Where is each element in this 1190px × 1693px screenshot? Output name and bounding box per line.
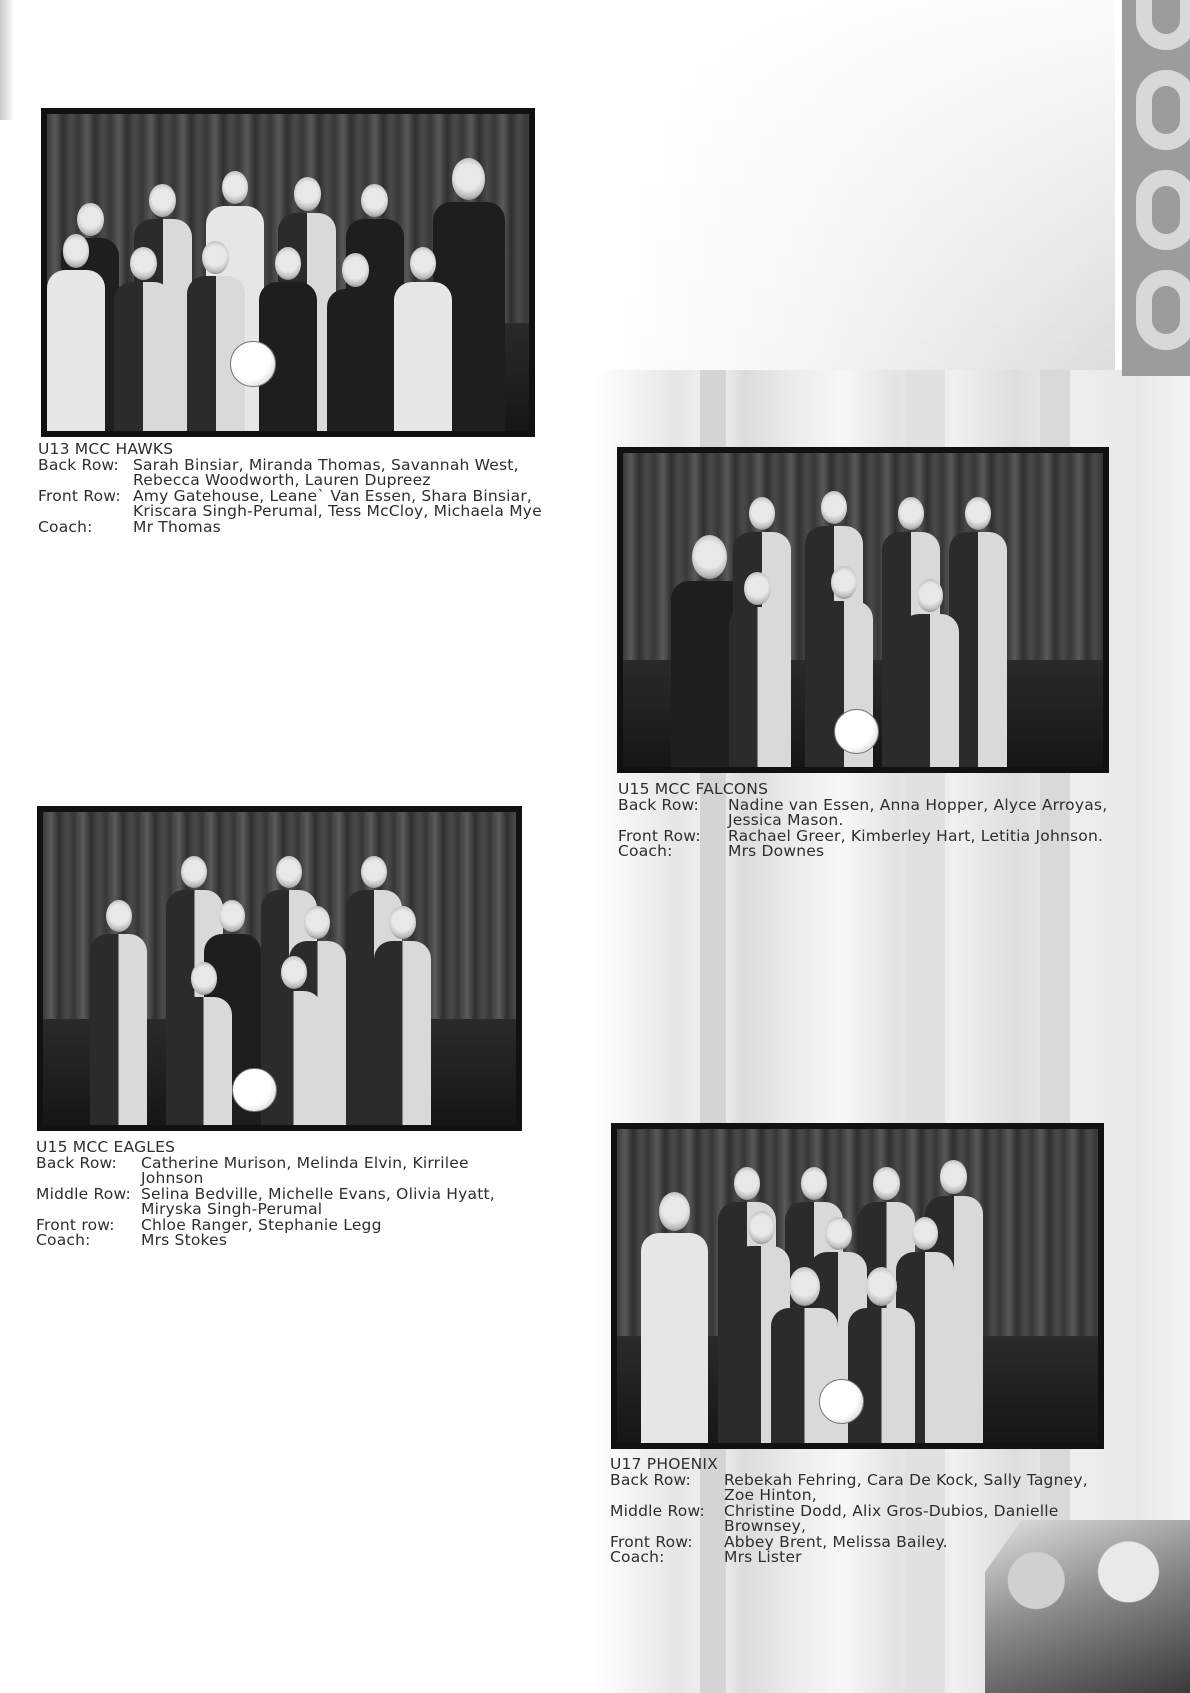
roster-table xyxy=(38,455,542,536)
team-name: U15 MCC EAGLES xyxy=(36,1138,176,1156)
team-photo-falcons xyxy=(617,447,1109,773)
row-label: Front row: xyxy=(36,1215,115,1234)
roster-table xyxy=(36,1153,495,1249)
row-label: Front Row: xyxy=(38,486,121,505)
row-label: Back Row: xyxy=(36,1153,117,1172)
year-graphic-strip xyxy=(1122,0,1190,376)
row-names: Chloe Ranger, Stephanie Legg xyxy=(141,1215,382,1234)
row-label: Coach: xyxy=(38,517,93,536)
caption-hawks xyxy=(38,442,542,535)
row-names: Mrs Stokes xyxy=(141,1231,228,1249)
row-label: Front Row: xyxy=(618,826,701,845)
row-label: Coach: xyxy=(610,1548,665,1566)
row-names: Rebekah Fehring, Cara De Kock, Sally Tagney, Zoe Hinton, xyxy=(724,1470,1088,1504)
row-names: Rachael Greer, Kimberley Hart, Letitia Johnson. xyxy=(728,826,1104,845)
row-names: Abbey Brent, Melissa Bailey. xyxy=(724,1532,948,1551)
row-label: Middle Row: xyxy=(610,1501,705,1520)
roster-table xyxy=(610,1470,1088,1566)
team-name: U15 MCC FALCONS xyxy=(618,780,769,798)
row-label: Back Row: xyxy=(610,1470,691,1489)
row-names: Selina Bedville, Michelle Evans, Olivia Hyatt, Miryska Singh-Perumal xyxy=(141,1184,495,1218)
caption-falcons xyxy=(618,782,1107,860)
team-photo-phoenix xyxy=(611,1123,1104,1449)
row-names: Christine Dodd, Alix Gros-Dubios, Danielle Brownsey, xyxy=(724,1501,1059,1535)
left-edge-shading xyxy=(0,0,14,120)
team-photo-eagles xyxy=(37,806,522,1131)
row-label: Middle Row: xyxy=(36,1184,131,1203)
roster-table xyxy=(618,795,1108,860)
row-names: Sarah Binsiar, Miranda Thomas, Savannah West, Rebecca Woodworth, Lauren Dupreez xyxy=(133,455,519,489)
caption-phoenix xyxy=(610,1457,1088,1566)
row-label: Coach: xyxy=(36,1231,91,1249)
row-label: Back Row: xyxy=(618,795,699,814)
row-names: Mrs Downes xyxy=(728,842,825,860)
row-label: Back Row: xyxy=(38,455,119,474)
row-names: Nadine van Essen, Anna Hopper, Alyce Arroyas, Jessica Mason. xyxy=(728,795,1108,829)
team-name: U17 PHOENIX xyxy=(610,1455,718,1473)
team-photo-hawks xyxy=(41,108,535,437)
top-right-fade xyxy=(595,0,1115,370)
caption-eagles xyxy=(36,1140,495,1249)
row-names: Amy Gatehouse, Leane` Van Essen, Shara Binsiar, Kriscara Singh-Perumal, Tess McCloy, Michaela Mye xyxy=(133,486,542,520)
row-label: Front Row: xyxy=(610,1532,693,1551)
row-names: Catherine Murison, Melinda Elvin, Kirrilee Johnson xyxy=(141,1153,469,1187)
row-label: Coach: xyxy=(618,842,673,860)
row-names: Mrs Lister xyxy=(724,1548,802,1566)
team-name: U13 MCC HAWKS xyxy=(38,440,174,458)
row-names: Mr Thomas xyxy=(133,517,221,536)
